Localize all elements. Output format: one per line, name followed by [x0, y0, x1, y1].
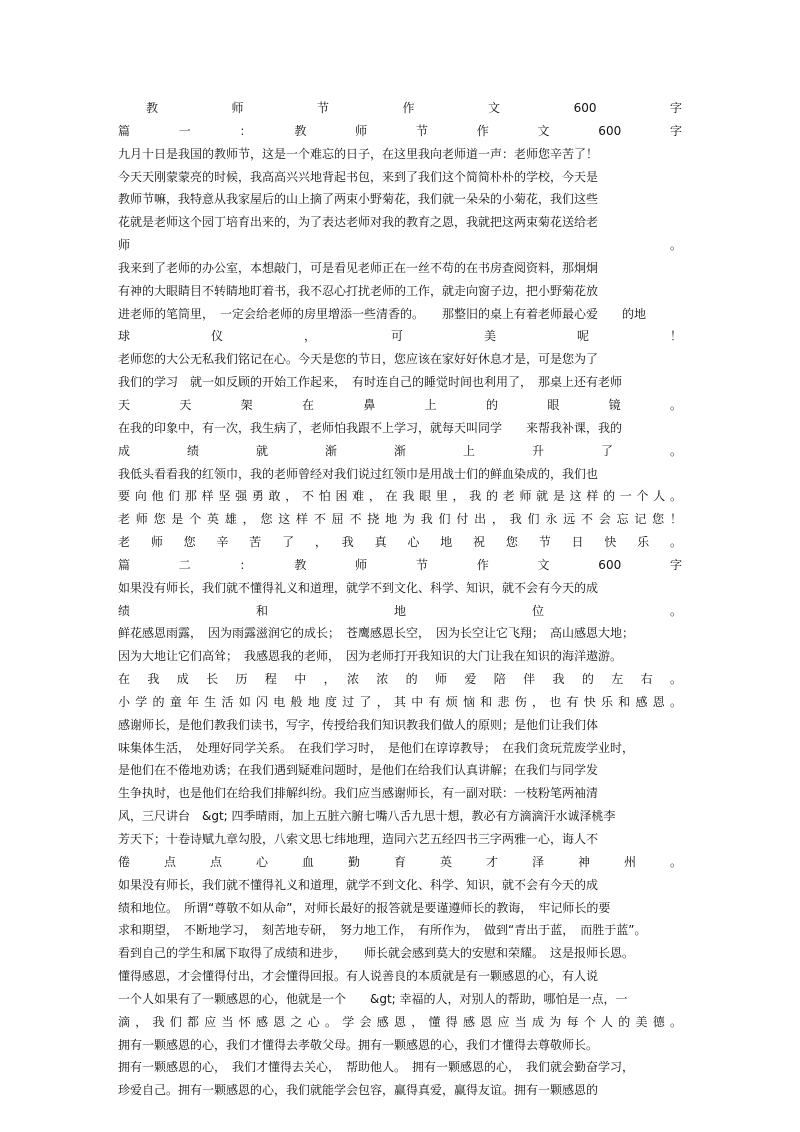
text-line: 如果没有师长，我们就不懂得礼义和道理，就学不到文化、科学、知识，就不会有今天的成	[118, 580, 599, 595]
text-line: 老师您是个英雄，您这样不屈不挠地为我们付出，我们永远不会忘记您！	[118, 512, 682, 527]
text-line: 拥有一颗感恩的心，我们才懂得去孝敬父母。拥有一颗感恩的心，我们才懂得去尊敬师长。	[118, 1037, 599, 1052]
text-line: 在我的印象中，有一次，我生病了，老师怕我跟不上学习，就每天叫同学 来帮我补课，我的	[118, 420, 623, 435]
document-body	[118, 97, 682, 1102]
text-line: 倦 点 点 心 血 勤 育 英 才 泽 神 州 。	[118, 854, 682, 869]
text-line: 是他们在不倦地劝诱；在我们遇到疑难问题时，是他们在给我们认真讲解；在我们与同学发	[118, 763, 599, 778]
text-line: 生争执时，也是他们在给我们排解纠纷。我们应当感谢师长，有一副对联：一枝粉笔两袖清	[118, 786, 599, 801]
text-line: 小学的童年生活如闪电般地度过了，其中有烦恼和悲伤，也有快乐和感恩。	[118, 694, 682, 709]
text-line: 看到自己的学生和属下取得了成绩和进步， 师长就会感到莫大的安慰和荣耀。 这是报师长恩。	[118, 946, 635, 961]
text-line: 有神的大眼睛目不转睛地盯着书，我不忍心打扰老师的工作，就走向窗子边，把小野菊花放	[118, 283, 599, 298]
text-line: 绩和地位。 所谓“尊敬不如从命”，对师长最好的报答就是要谨遵师长的教诲， 牢记师长的要	[118, 900, 611, 915]
text-line: 教 师 节 作 文 600 字	[146, 101, 682, 115]
text-line: 成 绩 就 渐 渐 上 升 了 。	[118, 443, 682, 458]
text-line: 拥有一颗感恩的心， 我们才懂得去关心， 帮助他人。 拥有一颗感恩的心， 我们就会勤奋学习，	[118, 1060, 635, 1075]
text-line: 篇 一 ： 教 师 节 作 文 600 字	[118, 123, 682, 138]
text-line: 味集体生活， 处理好同学关系。 在我们学习时， 是他们在谆谆教导； 在我们贪玩荒废学业时，	[118, 740, 635, 755]
text-line: 要向他们那样坚强勇敢，不怕困难，在我眼里，我的老师就是这样的一个人。	[118, 489, 682, 504]
text-line: 我们的学习 就一如反顾的开始工作起来， 有时连自己的睡觉时间也利用了， 那桌上还有老师	[118, 375, 623, 390]
text-line: 球 仪 ， 可 美 呢 ！	[118, 329, 682, 344]
text-line: 老师您的大公无私我们铭记在心。今天是您的节日，您应该在家好好休息才是，可是您为了	[118, 352, 599, 367]
text-line: 天 天 架 在 鼻 上 的 眼 镜 。	[118, 397, 682, 412]
text-line: 在 我 成 长 历 程 中 ， 浓 浓 的 师 爱 陪 伴 我 的 左 右 。	[118, 672, 682, 687]
text-line: 绩 和 地 位 。	[118, 603, 682, 618]
text-line: 如果没有师长，我们就不懂得礼义和道理，就学不到文化、科学、知识，就不会有今天的成	[118, 877, 599, 892]
text-line: 我来到了老师的办公室，本想敲门，可是看见老师正在一丝不苟的在书房查阅资料，那炯炯	[118, 260, 599, 275]
text-line: 风，三尺讲台 &gt; 四季晴雨，加上五脏六腑七嘴八舌九思十想，教必有方滴滴汗水诚泽桃李	[118, 809, 616, 824]
text-line: 进老师的笔筒里， 一定会给老师的房里增添一些清香的。 那整旧的桌上有着老师最心爱 的地	[118, 306, 647, 321]
text-line: 师 。	[118, 238, 682, 253]
text-line: 今天天刚蒙蒙亮的时候，我高高兴兴地背起书包，来到了我们这个简简朴朴的学校，今天是	[118, 169, 599, 184]
text-line: 一个人如果有了一颗感恩的心，他就是一个 &gt; 幸福的人，对别人的帮助，哪怕是一点，一	[118, 991, 628, 1006]
text-line: 九月十日是我国的教师节，这是一个难忘的日子，在这里我向老师道一声：老师您辛苦了！	[118, 146, 599, 161]
text-line: 因为大地让它们高耸； 我感恩我的老师， 因为老师打开我知识的大门让我在知识的海洋遨游。	[118, 649, 623, 664]
text-line: 懂得感恩，才会懂得付出，才会懂得回报。有人说善良的本质就是有一颗感恩的心，有人说	[118, 969, 599, 984]
text-line: 花就是老师这个园丁培育出来的，为了表达老师对我的教育之恩，我就把这两束菊花送给老	[118, 215, 599, 230]
text-line: 求和期望， 不断地学习， 刻苦地专研， 努力地工作， 有所作为， 做到“青出于蓝， 而胜于蓝”。	[118, 923, 647, 938]
text-line: 篇 二 ： 教 师 节 作 文 600 字	[118, 557, 682, 572]
text-line: 老 师 您 辛 苦 了 ， 我 真 心 地 祝 您 节 日 快 乐 。	[118, 535, 682, 550]
text-line: 鲜花感恩雨露， 因为雨露滋润它的成长； 苍鹰感恩长空， 因为长空让它飞翔； 高山感恩大地；	[118, 626, 635, 641]
text-line: 滴，我们都应当怀感恩之心。学会感恩，懂得感恩应当成为每个人的美德。	[118, 1014, 682, 1029]
text-line: 珍爱自己。拥有一颗感恩的心，我们就能学会包容，赢得真爱，赢得友谊。拥有一颗感恩的	[118, 1083, 599, 1098]
text-line: 芳天下；十卷诗赋九章勾股，八索文思七纬地理，造同六艺五经四书三字两雅一心，诲人不	[118, 832, 599, 846]
text-line: 我低头看看我的红领巾，我的老师曾经对我们说过红领巾是用战士们的鲜血染成的，我们也	[118, 466, 599, 481]
text-line: 感谢师长，是他们教我们读书，写字，传授给我们知识教我们做人的原则；是他们让我们体	[118, 717, 599, 732]
text-line: 教师节嘛，我特意从我家屋后的山上摘了两束小野菊花，我们就一朵朵的小菊花，我们这些	[118, 192, 599, 207]
